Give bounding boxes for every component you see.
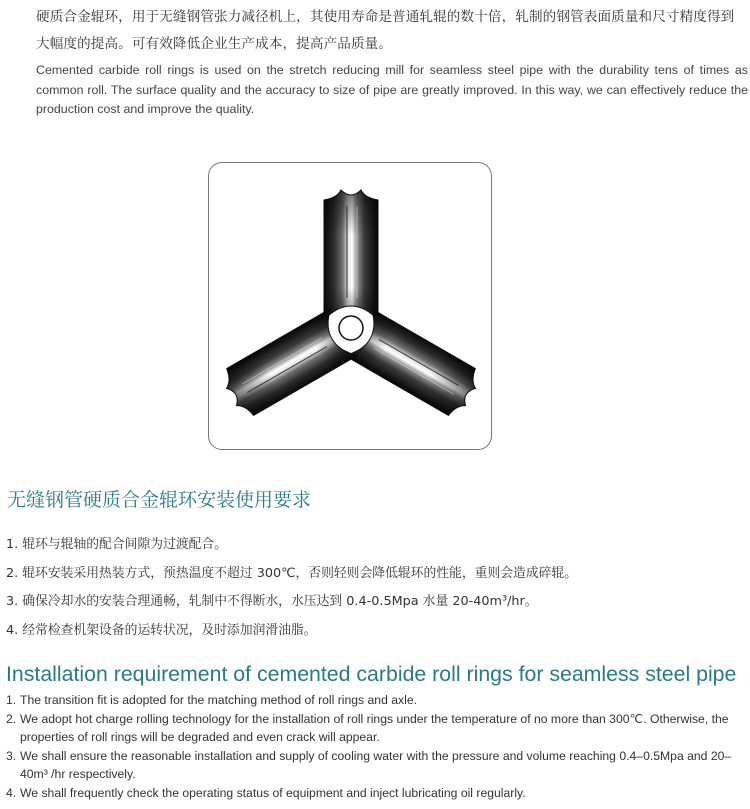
chinese-requirements-list bbox=[6, 535, 746, 649]
chinese-section-heading: 无缝钢管硬质合金辊环安装使用要求 bbox=[7, 489, 312, 511]
list-item bbox=[6, 710, 741, 747]
list-item-text: We shall ensure the reasonable installation and supply of cooling water with the pressure and volume reaching 0.4–0.5Mpa and 20–40m³ /hr respectively. bbox=[20, 748, 732, 782]
english-requirements-list bbox=[6, 691, 741, 803]
list-item-number: 1. bbox=[6, 693, 17, 707]
list-item: 3. 确保冷却水的安装合理通畅，轧制中不得断水，水压达到 0.4-0.5Mpa 水量 20-40m³/hr。 bbox=[6, 594, 538, 609]
list-item bbox=[6, 784, 741, 803]
list-item: 1. 辊环与辊轴的配合间隙为过渡配合。 bbox=[6, 537, 228, 552]
list-item bbox=[6, 691, 741, 710]
list-item: 2. 辊环安装采用热装方式，预热温度不超过 300℃，否则轻则会降低辊环的性能，重则会造成碎辊。 bbox=[6, 565, 578, 581]
list-item bbox=[6, 747, 741, 784]
list-item: 4. 经常检查机架设备的运转状况，及时添加润滑油脂。 bbox=[6, 622, 317, 638]
list-item-text: We shall frequently check the operating status of equipment and inject lubricating oil regularly. bbox=[20, 785, 526, 800]
list-item-number: 4. bbox=[6, 785, 17, 800]
intro-english: Cemented carbide roll rings is used on the stretch reducing mill for seamless steel pipe with the durability tens of times as common roll. The surface quality and the accuracy to size of pipe are greatly improved. In this way, we can effectively reduce the production cost and improve the quality. bbox=[36, 63, 748, 116]
list-item-number: 3. bbox=[6, 748, 17, 763]
english-section-heading: Installation requirement of cemented carbide roll rings for seamless steel pipe bbox=[6, 662, 737, 686]
list-item-number: 2. bbox=[6, 711, 17, 726]
roll-ring-assembly-image bbox=[209, 163, 493, 451]
intro-chinese: 硬质合金辊环，用于无缝钢管张力减径机上，其使用寿命是普通轧辊的数十倍，轧制的钢管表面质量和尺寸精度得到大幅度的提高。可有效降低企业生产成本，提高产品质量。 bbox=[36, 9, 735, 52]
roll-ring-image-frame bbox=[208, 162, 492, 450]
list-item-text: The transition fit is adopted for the matching method of roll rings and axle. bbox=[20, 693, 417, 707]
list-item-text: We adopt hot charge rolling technology for the installation of roll rings under the temperature of no more than 300℃. Otherwise, the properties of roll rings will be degraded and even crack will appear. bbox=[20, 711, 729, 745]
